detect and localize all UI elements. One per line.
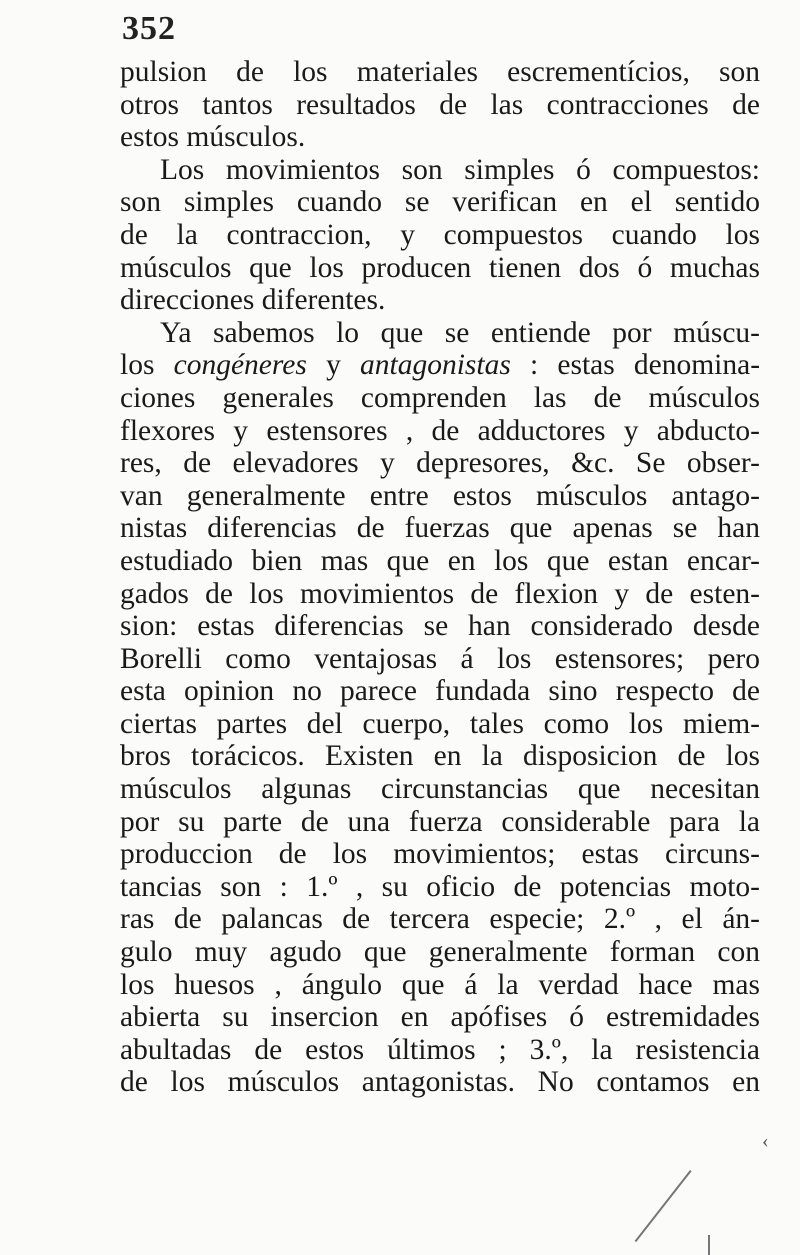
text-line: esta opinion no parece fundada sino respecto de: [120, 675, 760, 708]
text-line: otros tantos resultados de las contracciones de: [120, 88, 760, 121]
text-line: bros torácicos. Existen en la disposicion de los: [120, 740, 760, 773]
text-line: direcciones diferentes.: [120, 284, 386, 317]
term-italic: congéneres: [173, 349, 307, 382]
text-line-mixed: [120, 349, 760, 382]
text-line: Borelli como ventajosas á los estensores; pero: [120, 642, 760, 675]
text-run: y: [326, 349, 341, 382]
text-line: ciones generales comprenden las de músculos: [120, 381, 760, 414]
text-line: gados de los movimientos de flexion y de esten-: [120, 577, 760, 610]
text-line: produccion de los movimientos; estas circuns-: [120, 838, 760, 871]
text-line: los huesos , ángulo que á la verdad hace mas: [120, 968, 760, 1001]
text-line: flexores y estensores , de adductores y abducto-: [120, 414, 760, 447]
text-run: : estas denomina-: [530, 349, 761, 382]
text-line: ciertas partes del cuerpo, tales como los miem-: [120, 707, 760, 740]
text-line: por su parte de una fuerza considerable para la: [120, 805, 760, 838]
body-text: [120, 56, 760, 1099]
text-line: músculos algunas circunstancias que necesitan: [120, 773, 760, 806]
page-number: 352: [122, 10, 176, 47]
text-line: músculos que los producen tienen dos ó muchas: [120, 251, 760, 284]
text-run: los: [120, 349, 155, 382]
text-line: Ya sabemos lo que se entiende por múscu-: [160, 316, 760, 349]
text-line: van generalmente entre estos músculos antago-: [120, 479, 760, 512]
text-line: Los movimientos son simples ó compuestos:: [160, 153, 760, 186]
term-italic: antagonistas: [360, 349, 511, 382]
text-line: de la contraccion, y compuestos cuando los: [120, 218, 760, 251]
text-line: tancias son : 1.º , su oficio de potencias moto-: [120, 870, 760, 903]
text-line: gulo muy agudo que generalmente forman con: [120, 936, 760, 969]
text-line: pulsion de los materiales escrementícios, son: [120, 56, 760, 88]
text-line: nistas diferencias de fuerzas que apenas se han: [120, 512, 760, 545]
text-line: abierta su insercion en apófises ó estremidades: [120, 1001, 760, 1034]
text-line: ras de palancas de tercera especie; 2.º , el án-: [120, 903, 760, 936]
margin-mark: ‹: [762, 1130, 769, 1152]
pencil-stroke: [708, 1235, 710, 1255]
text-line: son simples cuando se verifican en el sentido: [120, 186, 760, 219]
text-line: sion: estas diferencias se han considerado desde: [120, 610, 760, 643]
text-line: abultadas de estos últimos ; 3.º, la resistencia: [120, 1033, 760, 1066]
text-line: estudiado bien mas que en los que estan encar-: [120, 544, 760, 577]
text-line: res, de elevadores y depresores, &c. Se obser-: [120, 447, 760, 480]
text-line: estos músculos.: [120, 121, 306, 154]
pencil-stroke: [635, 1170, 692, 1242]
text-line: de los músculos antagonistas. No contamos en: [120, 1066, 760, 1099]
